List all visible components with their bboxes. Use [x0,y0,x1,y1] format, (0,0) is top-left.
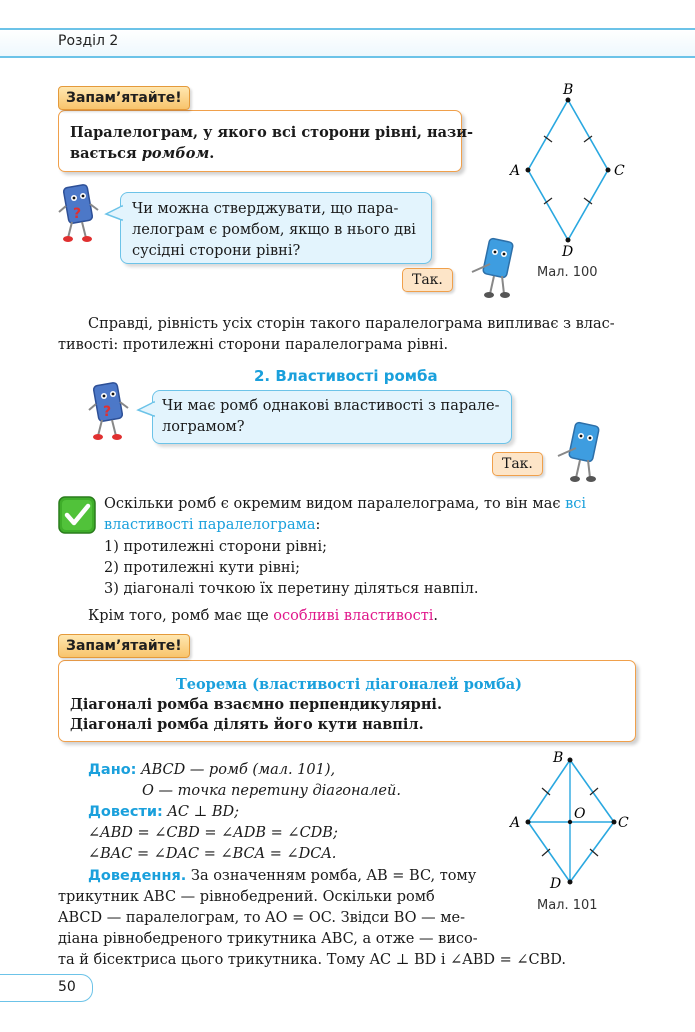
theorem-title: Теорема (властивості діагоналей ромба) [176,676,523,693]
figure-101-rhombus [504,746,644,896]
proof-line-2: трикутник ABC — рівнобедрений. Оскільки ромб [58,889,435,905]
svg-text:?: ? [103,404,112,420]
fig100-label-D: D [562,244,574,260]
question-1-line-3: сусідні сторони рівні? [132,243,301,259]
question-1-line-2: лелограм є ромбом, якщо в нього дві [132,222,416,238]
page-number: 50 [58,979,76,995]
prove-line-3: ∠BAC = ∠DAC = ∠BCA = ∠DCA. [88,846,337,862]
answer-bubble-1: Так. [402,268,453,292]
character-answer-icon-2 [554,420,604,484]
question-2-line-1: Чи має ромб однакові властивості з парале- [162,398,500,414]
all-properties-link[interactable]: всі [565,496,587,512]
prove-line-1: Довести: AC ⊥ BD; [88,804,240,820]
proof-line-1: Доведення. За означенням ромба, AB = BC, тому [88,868,477,884]
character-question-icon [58,182,104,244]
answer-bubble-2: Так. [492,452,543,476]
fig101-label-D: D [550,876,562,892]
section-2-title: 2. Властивості ромба [254,367,438,385]
character-question-icon-2 [88,380,134,442]
given-line-2: O — точка перетину діагоналей. [142,783,401,799]
figure-100-caption: Мал. 100 [537,265,598,280]
given-label: Дано: [88,762,137,778]
remember-1-line-1: Паралелограм, у якого всі сторони рівні, нази- [70,124,474,141]
paragraph-1-line-2: тивості: протилежні сторони паралелограма рівні. [58,337,449,353]
bubble-pointer-2 [136,400,156,418]
rhombus-term: ромбом [141,145,210,162]
prove-line-2: ∠ABD = ∠CBD = ∠ADB = ∠CDB; [88,825,338,841]
remember-tab-1: Запам’ятайте! [58,86,190,110]
figure-100-rhombus [500,80,640,280]
section-header: Розділ 2 [58,33,119,49]
fig101-label-C: C [618,815,629,831]
checkmark-icon [58,496,96,534]
fig101-label-B: B [553,750,564,766]
fig101-label-A: A [510,815,521,831]
property-item-1: 1) протилежні сторони рівні; [104,539,327,555]
question-2-line-2: лограмом? [162,419,245,435]
parallelogram-properties-link[interactable]: властивості паралелограма [104,517,316,533]
prove-label: Довести: [88,804,163,820]
fig100-label-A: A [510,163,521,179]
property-item-2: 2) протилежні кути рівні; [104,560,301,576]
remember-1-line-2: вається ромбом. [70,145,215,162]
proof-line-5: та й бісектриса цього трикутника. Тому AC ⊥ BD і ∠ABD = ∠CBD. [58,952,567,968]
theorem-statement-1: Діагоналі ромба взаємно перпендикулярні. [70,696,442,713]
paragraph-1-line-1: Справді, рівність усіх сторін такого паралелограма випливає з влас- [88,316,615,332]
properties-line-1: Оскільки ромб є окремим видом паралелограма, то він має всі [104,496,587,512]
given-line-1: Дано: ABCD — ромб (мал. 101), [88,762,336,778]
bubble-pointer-1 [104,204,124,222]
theorem-statement-2: Діагоналі ромба ділять його кути навпіл. [70,716,424,733]
fig100-label-B: B [563,82,574,98]
page-number-box [0,974,93,1002]
character-answer-icon [468,236,518,300]
proof-label: Доведення. [88,868,187,884]
proof-line-4: діана рівнобедреного трикутника ABC, а отже — висо- [58,931,478,947]
properties-line-2: властивості паралелограма: [104,517,321,533]
remember-tab-2: Запам’ятайте! [58,634,190,658]
question-1-line-1: Чи можна стверджувати, що пара- [132,201,399,217]
proof-line-3: ABCD — паралелограм, то AO = OC. Звідси BO — ме- [58,910,466,926]
special-properties-link[interactable]: особливі властивості [273,608,434,624]
svg-text:?: ? [73,206,82,222]
fig100-label-C: C [614,163,625,179]
special-properties-line: Крім того, ромб має ще особливі властивості. [88,608,438,624]
figure-101-caption: Мал. 101 [537,898,598,913]
property-item-3: 3) діагоналі точкою їх перетину діляться навпіл. [104,581,479,597]
fig101-label-O: O [574,806,586,822]
